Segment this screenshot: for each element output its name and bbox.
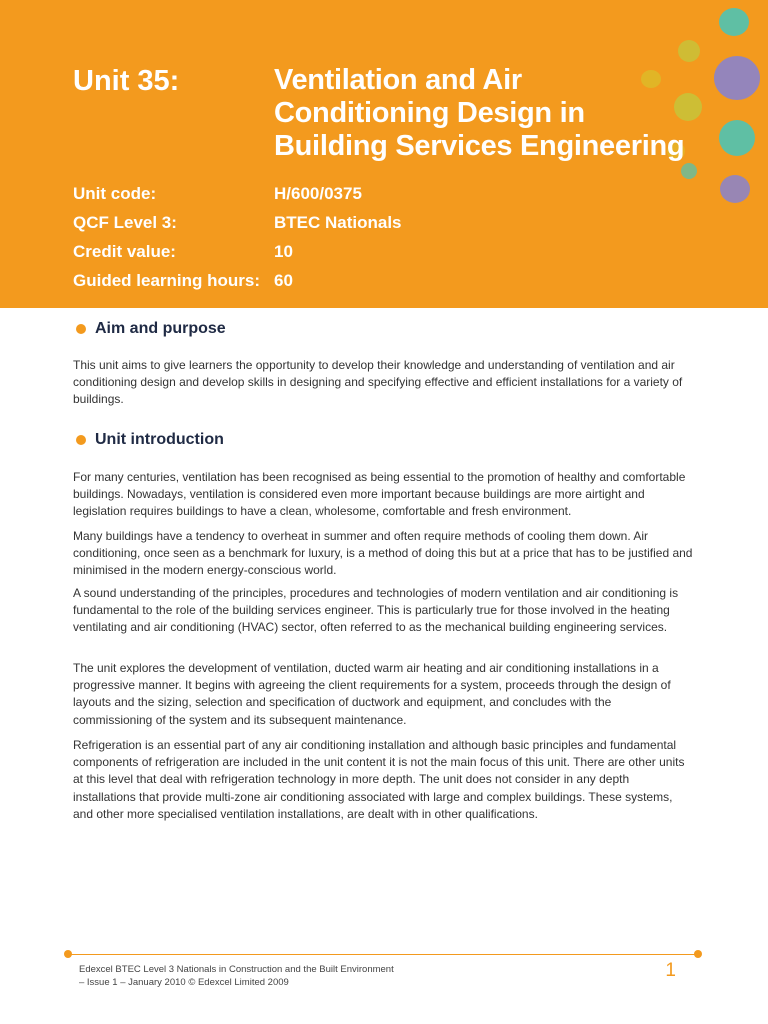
intro-paragraph: A sound understanding of the principles, procedures and technologies of modern ventilation and air conditioning is fundamental to the role of the building services engineer. This is particularly true for those involved in the heating ventilating and air conditioning (HVAC) sector, often referred to as the mechanical building engineering services. bbox=[73, 586, 679, 635]
intro-paragraph: The unit explores the development of ventilation, ducted warm air heating and air conditioning installations in a progressive manner. It begins with agreeing the client requirements for a system, proceeds through the design of layouts and the sizing, selection and specification of ductwork and equipment, and concludes with the commissioning of the system and its subsequent maintenance. bbox=[73, 661, 671, 727]
section-heading-aim bbox=[76, 320, 226, 338]
footer-line: – Issue 1 – January 2010 © Edexcel Limited 2009 bbox=[79, 977, 289, 988]
meta-value: BTEC Nationals bbox=[274, 213, 402, 232]
section-heading-text: Aim and purpose bbox=[95, 320, 226, 337]
footer-text bbox=[79, 963, 394, 989]
decorative-dot bbox=[714, 56, 760, 100]
unit-title-line: Building Services Engineering bbox=[274, 130, 685, 162]
meta-label: Guided learning hours: bbox=[73, 271, 261, 290]
meta-label: Credit value: bbox=[73, 242, 176, 261]
decorative-dot bbox=[720, 175, 750, 203]
decorative-dot bbox=[719, 8, 749, 36]
intro-paragraph: For many centuries, ventilation has been recognised as being essential to the promotion of healthy and comfortable buildings. Nowadays, ventilation is considered even more important because buildings are more airtight and legislation requires buildings to have a clean, wholesome, comfortable and fresh environment. bbox=[73, 470, 686, 519]
decorative-dot bbox=[719, 120, 755, 156]
section-heading-intro bbox=[76, 431, 224, 449]
meta-label: Unit code: bbox=[73, 184, 157, 203]
aim-paragraph: This unit aims to give learners the opportunity to develop their knowledge and understanding of ventilation and air conditioning design and develop skills in designing and specifying effective and efficient installations for a variety of buildings. bbox=[73, 358, 683, 407]
intro-paragraph: Refrigeration is an essential part of any air conditioning installation and although basic principles and fundamental components of refrigeration are included in the unit content it is not the main focus of this unit. There are other units at this level that deal with refrigeration technology in more depth. The unit does not consider in any depth installations that provide multi-zone air conditioning associated with large and complex buildings. These systems, and other more specialised ventilation installations, are dealt with in other qualifications. bbox=[73, 738, 685, 821]
unit-title-line: Conditioning Design in bbox=[274, 97, 585, 129]
page-number: 1 bbox=[665, 960, 676, 981]
footer-rule-dot bbox=[694, 950, 702, 958]
unit-title-line: Ventilation and Air bbox=[274, 64, 522, 96]
decorative-dot bbox=[678, 40, 700, 62]
header-banner bbox=[0, 0, 768, 308]
footer-rule bbox=[68, 954, 698, 955]
footer-line: Edexcel BTEC Level 3 Nationals in Construction and the Built Environment bbox=[79, 964, 394, 975]
intro-paragraph: Many buildings have a tendency to overheat in summer and often require methods of cooling them down. Air conditioning, once seen as a benchmark for luxury, is a method of doing this but at a price that has to be justified and minimised in the modern energy-conscious world. bbox=[73, 529, 693, 578]
unit-title bbox=[274, 64, 714, 163]
bullet-icon bbox=[76, 324, 86, 334]
section-heading-text: Unit introduction bbox=[95, 431, 224, 448]
decorative-dot bbox=[681, 163, 697, 179]
meta-value: 10 bbox=[274, 242, 293, 261]
unit-number: Unit 35: bbox=[73, 65, 180, 97]
bullet-icon bbox=[76, 435, 86, 445]
meta-value: H/600/0375 bbox=[274, 184, 362, 203]
meta-value: 60 bbox=[274, 271, 293, 290]
meta-label: QCF Level 3: bbox=[73, 213, 177, 232]
